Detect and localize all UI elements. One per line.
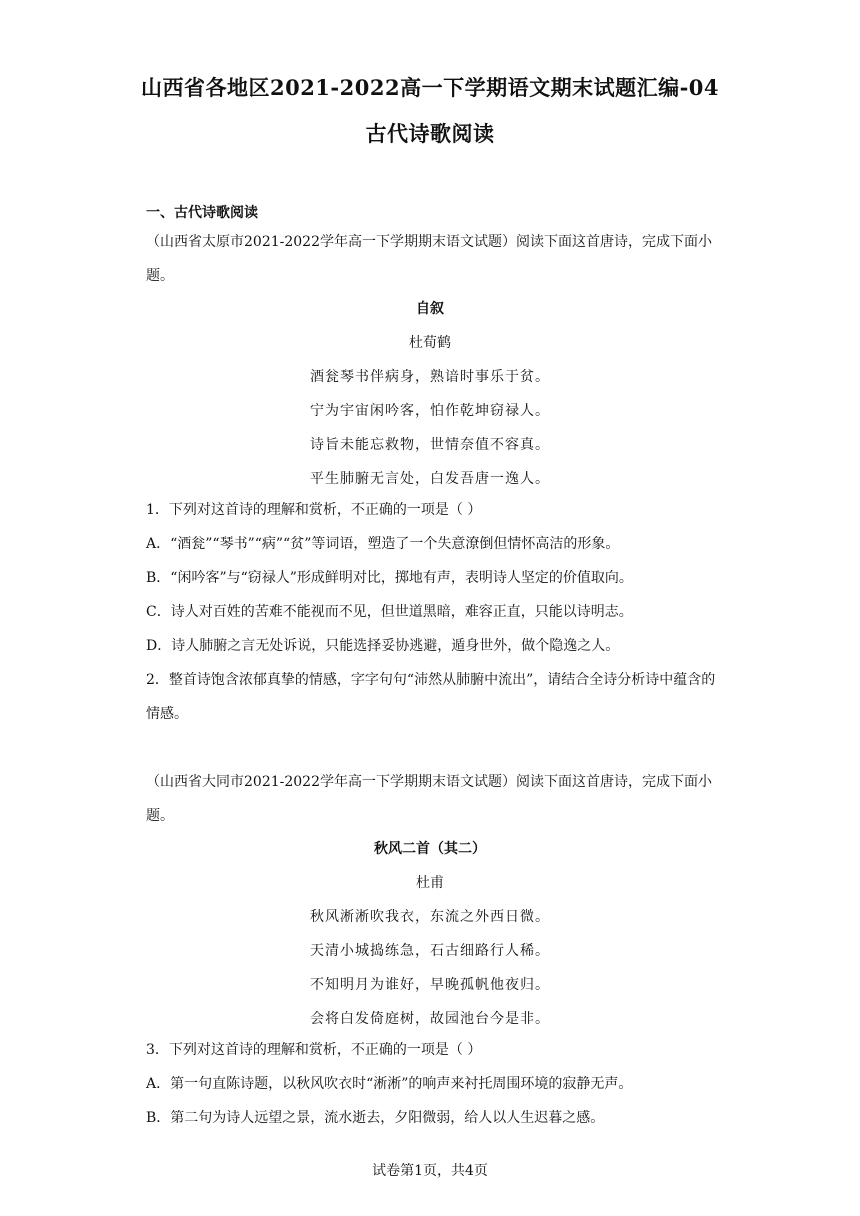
- question-2: 2．整首诗饱含浓郁真挚的情感，字字句句“沛然从肺腑中流出”，请结合全诗分析诗中蕴含的情感。: [146, 672, 716, 722]
- poem-line: 会将白发倚庭树，故园池台今是非。: [310, 1011, 550, 1027]
- question-1-option-c: C．诗人对百姓的苦难不能视而不见，但世道黑暗，难容正直，只能以诗明志。: [146, 604, 633, 620]
- question-3: 3．下列对这首诗的理解和赏析，不正确的一项是（ ）: [146, 1042, 482, 1058]
- question-1-option-a: A．“酒瓮”“琴书”“病”“贫”等词语，塑造了一个失意潦倒但情怀高洁的形象。: [146, 536, 620, 552]
- poem-author: 杜甫: [416, 875, 444, 891]
- section-heading: 一、古代诗歌阅读: [146, 205, 258, 221]
- question-1-option-b: B．“闲吟客”与“窃禄人”形成鲜明对比，掷地有声，表明诗人坚定的价值取向。: [146, 570, 633, 586]
- question-3-option-a: A．第一句直陈诗题，以秋风吹衣时“淅淅”的响声来衬托周围环境的寂静无声。: [146, 1076, 633, 1092]
- poem-line: 不知明月为谁好，早晚孤帆他夜归。: [310, 977, 550, 993]
- poem-line: 平生肺腑无言处，白发吾唐一逸人。: [310, 471, 550, 487]
- poem-author: 杜荀鹤: [409, 335, 451, 351]
- poem-title: 秋风二首（其二）: [374, 841, 486, 857]
- question-1: 1．下列对这首诗的理解和赏析，不正确的一项是（ ）: [146, 502, 482, 518]
- poem-title: 自叙: [416, 301, 444, 317]
- passage-intro-datong: （山西省大同市2021-2022学年高一下学期期末语文试题）阅读下面这首唐诗，完成下面小题。: [146, 774, 712, 824]
- page-footer: 试卷第1页，共4页: [372, 1163, 488, 1179]
- poem-line: 诗旨未能忘救物，世情奈值不容真。: [310, 437, 550, 453]
- poem-line: 宁为宇宙闲吟客，怕作乾坤窃禄人。: [310, 403, 550, 419]
- poem-line: 酒瓮琴书伴病身，熟谙时事乐于贫。: [310, 369, 550, 385]
- passage-intro-taiyuan: （山西省太原市2021-2022学年高一下学期期末语文试题）阅读下面这首唐诗，完成下面小题。: [146, 234, 712, 284]
- question-3-option-b: B．第二句为诗人远望之景，流水逝去，夕阳微弱，给人以人生迟暮之感。: [146, 1110, 605, 1126]
- document-subtitle: 古代诗歌阅读: [365, 121, 495, 146]
- poem-line: 天清小城捣练急，石古细路行人稀。: [310, 943, 550, 959]
- question-1-option-d: D．诗人肺腑之言无处诉说，只能选择妥协逃避，遁身世外，做个隐逸之人。: [146, 638, 620, 654]
- document-title: 山西省各地区2021-2022高一下学期语文期末试题汇编-04: [140, 75, 720, 100]
- poem-line: 秋风淅淅吹我衣，东流之外西日微。: [310, 909, 550, 925]
